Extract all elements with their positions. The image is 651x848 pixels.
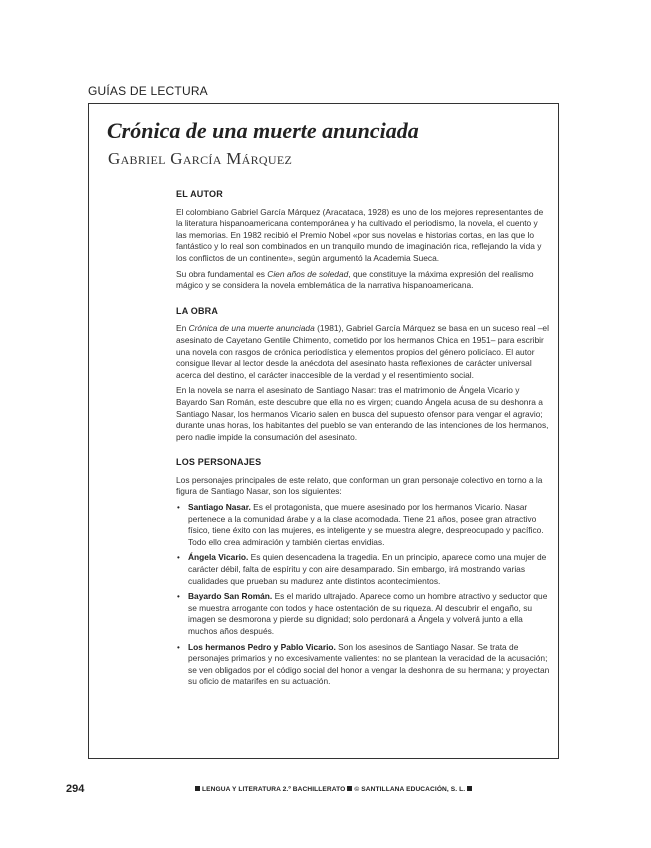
obra-p1-text-end: (1981), Gabriel García Márquez se basa en un suceso real –el asesinato de Cayetano Gentile Chimento, cometido por los hermanos Chica en 1951– para escribir una novela con rasgos de crónica periodística y elementos propios del género policíaco. El autor consigue llevar al lector desde la anécdota del asesinato hasta reflexiones de carácter universal acerca del destino, el carácter inaccesible de la verdad y el resentimiento social. — [176, 323, 549, 380]
character-description: Es quien desencadena la tragedia. En un principio, aparece como una mujer de carácter débil, falta de espíritu y con aire desamparado. Sin embargo, irá mostrando varias cualidades que prueban su madurez ante distintos acontecimientos. — [188, 552, 547, 586]
bullet-icon: • — [177, 503, 180, 513]
section-obra — [176, 306, 550, 444]
character-item — [176, 642, 550, 688]
running-header: GUÍAS DE LECTURA — [88, 84, 208, 98]
character-item — [176, 591, 550, 637]
character-list — [176, 502, 550, 688]
obra-paragraph-2: En la novela se narra el asesinato de Santiago Nasar: tras el matrimonio de Ángela Vicario y Bayardo San Román, este descubre que ella no es virgen; cuando Ángela acusa de su deshonra a Santiago Nasar, los hermanos Vicario salen en busca del supuesto ofensor para vengar el agravio; durante unas horas, los habitantes del pueblo se van enterando de las intenciones de los hermanos, pero nadie impide la consumación del asesinato. — [176, 385, 549, 442]
section-heading-personajes: LOS PERSONAJES — [176, 457, 262, 468]
autor-p2-work-title: Cien años de soledad — [267, 268, 349, 279]
page-number: 294 — [66, 783, 85, 795]
character-description: Es el protagonista, que muere asesinado por los hermanos Vicario. Nasar pertenece a la comunidad árabe y a la clase acomodada. Tiene 21 años, posee gran atractivo físico, tiene éxito con las mujeres, es inteligente y se muestra alegre, despreocupado y pacífico. Todo ello crea admiración y también ciertas envidias. — [188, 502, 544, 547]
book-author: Gabriel García Márquez — [108, 149, 293, 168]
autor-p2-text: Su obra fundamental es — [176, 268, 268, 279]
bullet-icon: • — [177, 592, 180, 602]
section-heading-obra: LA OBRA — [176, 305, 219, 316]
autor-paragraph-2 — [176, 269, 550, 292]
character-name: Bayardo San Román. — [188, 591, 273, 602]
autor-p2-text-end: , que constituye la máxima expresión del realismo mágico y se considera la novela emblemática de la narrativa hispanoamericana. — [176, 268, 534, 291]
bullet-icon: • — [177, 642, 180, 652]
character-name: Santiago Nasar. — [188, 502, 251, 513]
character-description: Es el marido ultrajado. Aparece como un hombre atractivo y seductor que se muestra arrogante con todos y hace ostentación de su riqueza. Al descubrir el engaño, su imagen se desmorona y pierde su dignidad; solo perdonará a Ángela y volverá junto a ella muchos años después. — [188, 591, 548, 636]
character-description: Son los asesinos de Santiago Nasar. Se trata de personajes primarios y no excesivamente valientes: no se plantean la veracidad de la acusación; se ven obligados por el código social del honor a vengar la deshonra de su hermana; y proyectan su oficio de matarifes en su actuación. — [188, 641, 550, 687]
bullet-icon: • — [177, 553, 180, 563]
character-item — [176, 502, 550, 548]
obra-p1-work-title: Crónica de una muerte anunciada — [188, 323, 315, 334]
book-title: Crónica de una muerte anunciada — [107, 118, 419, 143]
square-bullet-icon — [195, 786, 200, 791]
footer-course: LENGUA Y LITERATURA 2.º BACHILLERATO — [202, 786, 346, 793]
square-bullet-icon — [467, 786, 472, 791]
character-name: Los hermanos Pedro y Pablo Vicario. — [188, 641, 336, 652]
square-bullet-icon — [347, 786, 352, 791]
obra-p1-text: En — [176, 323, 189, 334]
personajes-intro: Los personajes principales de este relato, que conforman un gran personaje colectivo en torno a la figura de Santiago Nasar, son los siguientes: — [176, 474, 543, 497]
guide-content — [176, 189, 550, 702]
character-name: Ángela Vicario. — [188, 552, 249, 563]
autor-paragraph-1: El colombiano Gabriel García Márquez (Aracataca, 1928) es uno de los mejores representantes de la literatura hispanoamericana contemporánea y ha cultivado el periodismo, la novela, el cuento y las memorias. En 1982 recibió el Premio Nobel «por sus novelas e historias cortas, en las que lo fantástico y lo real son combinados en un tranquilo mundo de imaginación rica, reflejando la vida y los conflictos de un continente», según argumentó la Academia Sueca. — [176, 206, 544, 263]
footer-copyright: © SANTILLANA EDUCACIÓN, S. L. — [354, 786, 466, 793]
footer-credits — [193, 786, 474, 793]
character-item — [176, 552, 550, 587]
obra-paragraph-1 — [176, 323, 550, 381]
section-personajes — [176, 457, 550, 688]
section-heading-autor: EL AUTOR — [176, 189, 223, 199]
section-autor — [176, 189, 550, 292]
